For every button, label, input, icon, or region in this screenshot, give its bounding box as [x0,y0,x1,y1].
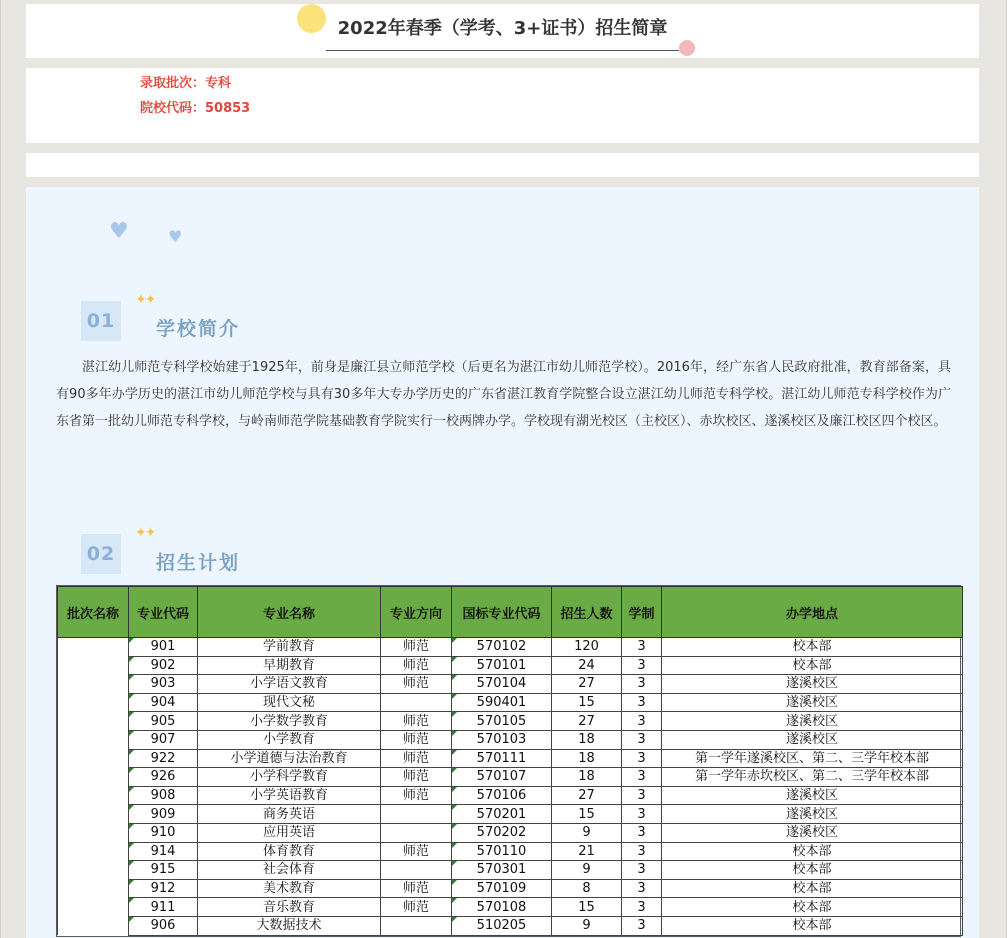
cell-major-code: 909 [129,805,198,824]
school-intro-paragraph: 湛江幼儿师范专科学校始建于1925年，前身是廉江县立师范学校（后更名为湛江市幼儿师范学校）。2016年，经广东省人民政府批准，教育部备案，具有90多年办学历史的湛江市幼儿师范学校与具有30多年大专办学历史的广东省湛江教育学院整合设立湛江幼儿师范专科学校。湛江幼儿师范专科学校作为广东省第一批幼儿师范专科学校，与岭南师范学院基础教育学院实行一校两牌办学。学校现有湖光校区（主校区）、赤坎校区、遂溪校区及廉江校区四个校区。 [56,360,951,429]
cell-direction: 师范 [381,842,452,861]
cell-national-code: 570107 [452,768,552,787]
cell-duration: 3 [622,786,662,805]
cell-location: 遂溪校区 [662,786,963,805]
table-row [58,638,963,657]
table-row [58,675,963,694]
col-header-major-code: 专业代码 [129,587,198,638]
cell-quota: 15 [552,805,622,824]
cell-location: 校本部 [662,916,963,935]
cell-major-name: 小学数学教育 [198,712,381,731]
cell-major-name: 美术教育 [198,879,381,898]
cell-duration: 3 [622,675,662,694]
cell-national-code: 570104 [452,675,552,694]
cell-national-code: 570301 [452,861,552,880]
cell-major-name: 商务英语 [198,805,381,824]
cell-direction: 师范 [381,730,452,749]
table-row [58,879,963,898]
cell-location: 校本部 [662,879,963,898]
cell-major-code: 908 [129,786,198,805]
section-title-plan: 招生计划 [156,552,241,574]
cell-location: 校本部 [662,638,963,657]
cell-direction [381,861,452,880]
heart-icon: ♥ [109,219,129,244]
enrollment-plan-table [56,585,961,937]
table-row [58,916,963,935]
cell-major-code: 904 [129,693,198,712]
batch-cell [58,638,129,936]
table-row [58,805,963,824]
cell-national-code: 570101 [452,656,552,675]
cell-national-code: 570109 [452,879,552,898]
cell-location: 遂溪校区 [662,730,963,749]
admission-meta [26,68,979,143]
cell-duration: 3 [622,861,662,880]
cell-quota: 9 [552,861,622,880]
cell-major-code: 922 [129,749,198,768]
cell-quota: 18 [552,749,622,768]
cell-major-code: 907 [129,730,198,749]
cell-national-code: 570202 [452,823,552,842]
cell-location: 校本部 [662,861,963,880]
cell-direction [381,805,452,824]
cell-major-name: 小学教育 [198,730,381,749]
cell-direction: 师范 [381,675,452,694]
cell-major-code: 912 [129,879,198,898]
table-row [58,823,963,842]
cell-major-code: 901 [129,638,198,657]
cell-national-code: 570108 [452,898,552,917]
cell-major-code: 902 [129,656,198,675]
cell-quota: 18 [552,768,622,787]
cell-major-name: 小学语文教育 [198,675,381,694]
cell-direction: 师范 [381,898,452,917]
cell-duration: 3 [622,823,662,842]
cell-quota: 9 [552,916,622,935]
cell-duration: 3 [622,805,662,824]
cell-major-code: 926 [129,768,198,787]
cell-major-name: 小学科学教育 [198,768,381,787]
cell-major-name: 体育教育 [198,842,381,861]
cell-quota: 27 [552,675,622,694]
cell-location: 遂溪校区 [662,805,963,824]
section-title-intro: 学校简介 [156,318,241,340]
cell-duration: 3 [622,638,662,657]
cell-direction: 师范 [381,656,452,675]
cell-quota: 8 [552,879,622,898]
section-number-02: 02 [81,534,121,574]
col-header-batch: 批次名称 [58,587,129,638]
cell-major-name: 应用英语 [198,823,381,842]
table-row [58,898,963,917]
cell-direction: 师范 [381,786,452,805]
cell-duration: 3 [622,768,662,787]
table-row [58,712,963,731]
cell-major-name: 小学英语教育 [198,786,381,805]
cell-major-code: 905 [129,712,198,731]
cell-major-name: 小学道德与法治教育 [198,749,381,768]
cell-direction [381,916,452,935]
cell-location: 校本部 [662,898,963,917]
page-title: 2022年春季（学考、3+证书）招生简章 [326,14,679,51]
table-row [58,656,963,675]
cell-duration: 3 [622,898,662,917]
col-header-quota: 招生人数 [552,587,622,638]
cell-direction: 师范 [381,879,452,898]
cell-national-code: 570106 [452,786,552,805]
col-header-duration: 学制 [622,587,662,638]
sun-decoration-icon [297,4,326,33]
cell-national-code: 570105 [452,712,552,731]
cell-duration: 3 [622,730,662,749]
table-row [58,749,963,768]
cell-quota: 27 [552,786,622,805]
cell-location: 遂溪校区 [662,712,963,731]
table-row [58,842,963,861]
cell-major-name: 社会体育 [198,861,381,880]
col-header-major-name: 专业名称 [198,587,381,638]
section-number-01: 01 [81,301,121,341]
cell-quota: 27 [552,712,622,731]
cell-location: 校本部 [662,842,963,861]
heart-icon-small: ♥ [168,227,183,246]
cell-national-code: 570103 [452,730,552,749]
cell-national-code: 570201 [452,805,552,824]
cell-major-code: 911 [129,898,198,917]
cell-major-name: 现代文秘 [198,693,381,712]
cell-quota: 120 [552,638,622,657]
table-row [58,768,963,787]
cell-direction: 师范 [381,638,452,657]
cell-major-code: 906 [129,916,198,935]
cell-national-code: 510205 [452,916,552,935]
cell-direction: 师范 [381,712,452,731]
table-row [58,730,963,749]
cell-quota: 9 [552,823,622,842]
main-content [26,187,979,938]
cell-duration: 3 [622,712,662,731]
cell-major-name: 大数据技术 [198,916,381,935]
col-header-location: 办学地点 [662,587,963,638]
table-row [58,861,963,880]
cell-quota: 15 [552,693,622,712]
spacer-box [26,153,979,177]
cell-major-name: 学前教育 [198,638,381,657]
cell-major-code: 903 [129,675,198,694]
cell-direction [381,693,452,712]
col-header-national-code: 国标专业代码 [452,587,552,638]
cell-direction: 师范 [381,768,452,787]
cell-major-name: 音乐教育 [198,898,381,917]
cell-national-code: 570102 [452,638,552,657]
cell-quota: 24 [552,656,622,675]
cell-quota: 18 [552,730,622,749]
cell-location: 第一学年赤坎校区、第二、三学年校本部 [662,768,963,787]
cell-location: 遂溪校区 [662,675,963,694]
pink-dot-decoration-icon [679,40,695,56]
cell-major-code: 914 [129,842,198,861]
cell-national-code: 570111 [452,749,552,768]
cell-major-code: 915 [129,861,198,880]
cell-location: 第一学年遂溪校区、第二、三学年校本部 [662,749,963,768]
cell-duration: 3 [622,916,662,935]
sparkle-icon: ✦✦ [135,292,155,308]
col-header-direction: 专业方向 [381,587,452,638]
table-row [58,693,963,712]
cell-duration: 3 [622,693,662,712]
admission-batch: 录取批次：专科 [140,76,232,91]
sparkle-icon: ✦✦ [135,525,155,541]
table-header-row [58,587,963,638]
cell-duration: 3 [622,879,662,898]
cell-direction [381,823,452,842]
cell-location: 遂溪校区 [662,693,963,712]
cell-major-code: 910 [129,823,198,842]
cell-direction: 师范 [381,749,452,768]
cell-location: 遂溪校区 [662,823,963,842]
cell-location: 校本部 [662,656,963,675]
cell-national-code: 590401 [452,693,552,712]
cell-quota: 21 [552,842,622,861]
school-code: 院校代码：50853 [140,101,251,116]
cell-duration: 3 [622,842,662,861]
cell-duration: 3 [622,656,662,675]
cell-major-name: 早期教育 [198,656,381,675]
cell-national-code: 570110 [452,842,552,861]
table-row [58,786,963,805]
cell-duration: 3 [622,749,662,768]
cell-quota: 15 [552,898,622,917]
